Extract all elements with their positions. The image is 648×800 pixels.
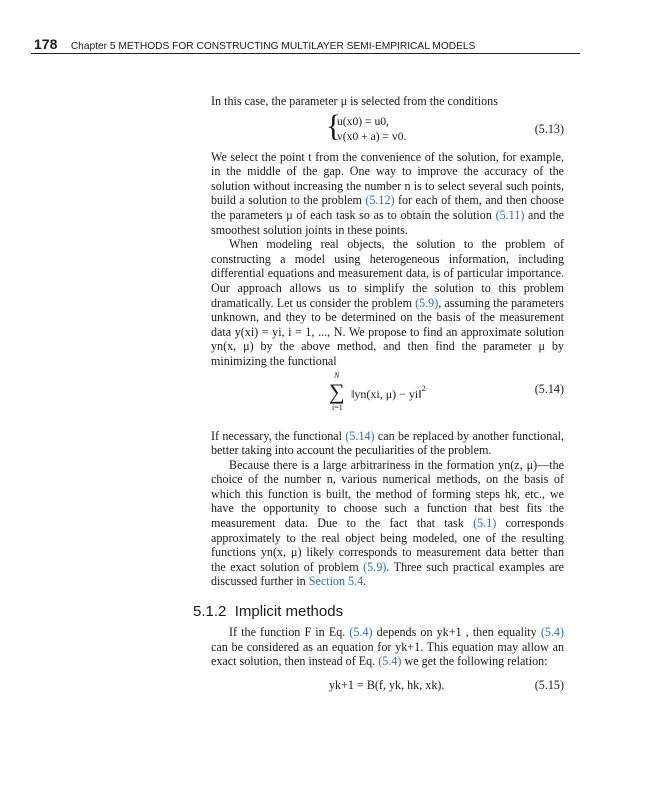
- paragraph-modeling: [211, 237, 564, 368]
- paragraph-select-point: [211, 150, 564, 238]
- text-run: .: [363, 574, 367, 589]
- equation-link[interactable]: (5.11): [495, 207, 525, 222]
- text-run: can be considered as an equation for yk+1. This equation may allow an exact solution, then instead of Eq.: [211, 639, 564, 669]
- equation-5-13: [211, 107, 564, 146]
- text-run: When modeling real objects, the solution to the problem of constructing a model using heterogeneous information, including differential equations and measurement data, is of particular importance. Our approach allows us to simplify the solution to this problem dramatically. Let us consider the problem: [211, 237, 564, 310]
- text-run: can be replaced by another functional, better taking into account the peculiarities of the problem.: [211, 428, 565, 458]
- text-run: . Three such practical examples are discussed further in: [211, 559, 564, 589]
- equation-line-2: v(x0 + a) = v0.: [337, 129, 407, 143]
- equation-link[interactable]: (5.4): [378, 654, 402, 669]
- paragraph-functional: [211, 429, 564, 458]
- equation-formula: yk+1 = B(f, yk, hk, xk).: [329, 677, 445, 692]
- sum-lower-limit: i=1: [332, 402, 343, 412]
- equation-system: [326, 107, 407, 144]
- text-run: depends on yk+1 , then equality: [372, 625, 541, 640]
- equation-number: (5.14): [534, 381, 564, 396]
- exponent: 2: [421, 383, 426, 393]
- paragraph-arbitrariness: [211, 458, 564, 589]
- equation-link[interactable]: (5.4): [349, 625, 373, 640]
- norm-expression: ‖yn(xi, μ) − yi‖: [351, 386, 422, 401]
- running-header: [34, 36, 475, 54]
- equation-link[interactable]: (5.12): [365, 193, 395, 208]
- equation-number: (5.15): [534, 677, 564, 692]
- text-run: corresponds approximately to the real object being modeled, one of the resulting functions yn(x, μ) likely corresponds to measurement data better than the exact solution of problem: [211, 516, 564, 574]
- text-run: If necessary, the functional: [211, 428, 346, 443]
- section-link[interactable]: Section 5.4: [308, 574, 364, 589]
- equation-link[interactable]: (5.9): [415, 295, 439, 310]
- left-brace: {: [326, 107, 341, 143]
- sum-upper-limit: N: [334, 370, 340, 380]
- text-run: and the smoothest solution joints in these points.: [211, 207, 564, 237]
- text-run: If the function F in Eq.: [229, 625, 350, 640]
- running-title: Chapter 5 METHODS FOR CONSTRUCTING MULTILAYER SEMI-EMPIRICAL MODELS: [70, 41, 476, 52]
- equation-number: (5.13): [534, 121, 564, 136]
- text-run: for each of them, and then choose the parameters μ of each task so as to obtain the solution: [211, 193, 565, 222]
- equation-5-15: [211, 676, 564, 696]
- paragraph-intro: In this case, the parameter μ is selected from the conditions: [211, 94, 498, 108]
- equation-line-1: u(x0) = u0,: [337, 114, 389, 128]
- equation-link[interactable]: (5.4): [540, 625, 564, 640]
- section-title: Implicit methods: [234, 603, 344, 621]
- section-heading: [193, 603, 564, 621]
- equation-5-14: [211, 371, 564, 423]
- sum-body: [351, 382, 426, 402]
- text-run: , assuming the parameters unknown, and they to be determined on the basis of the measurement data y(xi) = yi, i = 1, ..., N. We propose to find an approximate solution yn(x, μ) by the above method, and then find the parameter μ by minimizing the functional: [211, 295, 564, 368]
- sum-symbol: ∑: [329, 378, 345, 404]
- text-run: Because there is a large arbitrariness in the formation yn(z, μ)—the choice of the number n, various numerical methods, on the basis of which this function is built, the method of forming steps hk, etc., we have the opportunity to choose such a function that best fits the measurement data. Due to the fact that task: [211, 457, 564, 531]
- equation-link[interactable]: (5.9): [363, 559, 387, 574]
- paragraph-implicit: [211, 625, 564, 669]
- text-run: We select the point t from the convenience of the solution, for example, in the middle of the gap. One way to improve the accuracy of the solution without increasing the number n is to select several such points, build a solution to the problem: [211, 149, 564, 208]
- equation-link[interactable]: (5.1): [473, 516, 497, 531]
- page-body: [193, 94, 565, 696]
- section-number: 5.1.2: [193, 603, 227, 621]
- header-rule: [31, 53, 580, 54]
- text-run: we get the following relation:: [401, 654, 548, 669]
- page-number: 178: [34, 36, 58, 52]
- equation-link[interactable]: (5.14): [345, 428, 375, 443]
